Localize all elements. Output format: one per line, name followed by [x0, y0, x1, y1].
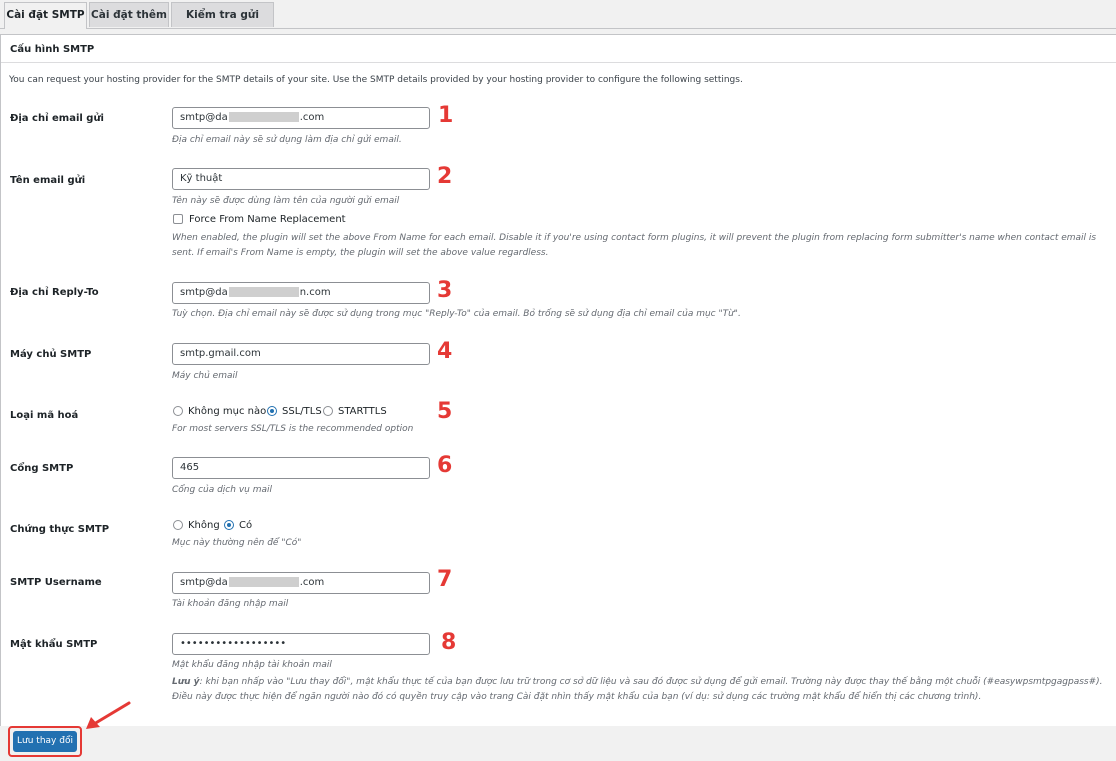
panel-header	[1, 35, 1116, 63]
annotation-marker-5: 5	[437, 399, 453, 424]
annotation-marker-1: 1	[438, 103, 454, 128]
force-from-name-option[interactable]	[173, 214, 346, 225]
annotation-marker-2: 2	[437, 164, 453, 189]
smtp-host-description: Máy chủ email	[172, 371, 238, 381]
from-name-label: Tên email gửi	[10, 175, 86, 186]
smtp-host-input[interactable]: smtp.gmail.com	[172, 343, 430, 365]
redacted-text	[229, 287, 299, 297]
smtp-password-label: Mật khẩu SMTP	[10, 639, 98, 650]
smtp-auth-description: Mục này thường nên để "Có"	[172, 538, 302, 548]
annotation-marker-7: 7	[437, 567, 453, 592]
reply-to-label: Địa chỉ Reply-To	[10, 287, 99, 298]
tab-additional-settings[interactable]: Cài đặt thêm	[89, 2, 169, 27]
annotation-marker-3: 3	[437, 278, 453, 303]
encryption-radio-starttls[interactable]	[323, 406, 333, 416]
from-email-label: Địa chỉ email gửi	[10, 113, 104, 124]
from-name-input[interactable]: Kỹ thuật	[172, 168, 430, 190]
annotation-marker-4: 4	[437, 339, 453, 364]
smtp-password-description: Mật khẩu đăng nhập tài khoản mail	[172, 660, 332, 670]
pointer-arrow-icon	[80, 700, 135, 734]
smtp-port-description: Cổng của dịch vụ mail	[172, 485, 272, 495]
smtp-auth-radio-no[interactable]	[173, 520, 183, 530]
encryption-option-none[interactable]: Không mục nào	[173, 406, 266, 417]
smtp-host-label: Máy chủ SMTP	[10, 349, 92, 360]
save-button-highlight	[8, 726, 82, 757]
redacted-text	[229, 577, 299, 587]
annotation-marker-8: 8	[441, 630, 457, 655]
from-email-description: Địa chỉ email này sẽ sử dụng làm địa chỉ gửi email.	[172, 135, 402, 145]
smtp-port-label: Cổng SMTP	[10, 463, 74, 474]
smtp-auth-option-no[interactable]: Không	[173, 520, 220, 531]
smtp-username-label: SMTP Username	[10, 577, 102, 588]
smtp-username-input[interactable]: smtp@da .com	[172, 572, 430, 594]
encryption-label: Loại mã hoá	[10, 410, 79, 421]
encryption-description: For most servers SSL/TLS is the recommended option	[172, 424, 414, 434]
smtp-config-panel	[0, 34, 1116, 726]
force-from-name-label: Force From Name Replacement	[189, 214, 346, 225]
redacted-text	[229, 112, 299, 122]
reply-to-description: Tuỳ chọn. Địa chỉ email này sẽ được sử dụng trong mục "Reply-To" của email. Bỏ trống sẽ sử dụng địa chỉ email của mục "Từ".	[172, 309, 741, 319]
tab-smtp-settings[interactable]: Cài đặt SMTP	[4, 2, 87, 29]
note-label: Lưu ý	[172, 677, 200, 687]
section-intro: You can request your hosting provider for the SMTP details of your site. Use the SMTP details provided by your hosting provider to configure the following settings.	[9, 75, 743, 85]
encryption-radio-ssl[interactable]	[267, 406, 277, 416]
save-changes-button[interactable]: Lưu thay đổi	[13, 731, 77, 752]
from-email-input[interactable]: smtp@da .com	[172, 107, 430, 129]
smtp-auth-radio-yes[interactable]	[224, 520, 234, 530]
encryption-option-ssl[interactable]: SSL/TLS	[267, 406, 322, 417]
section-title: Cấu hình SMTP	[10, 44, 95, 55]
settings-tabs	[0, 0, 1116, 29]
tab-test-email[interactable]: Kiểm tra gửi	[171, 2, 274, 27]
reply-to-input[interactable]: smtp@da n.com	[172, 282, 430, 304]
smtp-port-input[interactable]: 465	[172, 457, 430, 479]
smtp-username-description: Tài khoản đăng nhập mail	[172, 599, 289, 609]
from-name-description: Tên này sẽ được dùng làm tên của người gửi email	[172, 196, 400, 206]
smtp-password-input[interactable]: ••••••••••••••••••	[172, 633, 430, 655]
smtp-password-note	[172, 675, 1107, 705]
force-from-name-checkbox[interactable]	[173, 214, 183, 224]
encryption-option-starttls[interactable]: STARTTLS	[323, 406, 387, 417]
note-text: : khi bạn nhấp vào "Lưu thay đổi", mật khẩu thực tế của bạn được lưu trữ trong cơ sở dữ liệu và sau đó được sử dụng để gửi email. Trường này được thay thế bằng một chuỗi (#easywpsmtpgagpass#). Điều này được thực hiện để ngăn người nào đó có quyền truy cập vào trang Cài đặt nhìn thấy mật khẩu của bạn (ví dụ: sử dụng các trường mật khẩu để hiển thị các chương trình).	[172, 677, 1103, 702]
encryption-radio-none[interactable]	[173, 406, 183, 416]
annotation-marker-6: 6	[437, 453, 453, 478]
force-from-name-description: When enabled, the plugin will set the above From Name for each email. Disable it if you're using contact form plugins, it will prevent the plugin from replacing form submitter's name when contact email is sent. If email's From Name is empty, the plugin will set the above value regardless.	[172, 233, 1097, 258]
smtp-auth-label: Chứng thực SMTP	[10, 524, 110, 535]
smtp-auth-option-yes[interactable]: Có	[224, 520, 252, 531]
